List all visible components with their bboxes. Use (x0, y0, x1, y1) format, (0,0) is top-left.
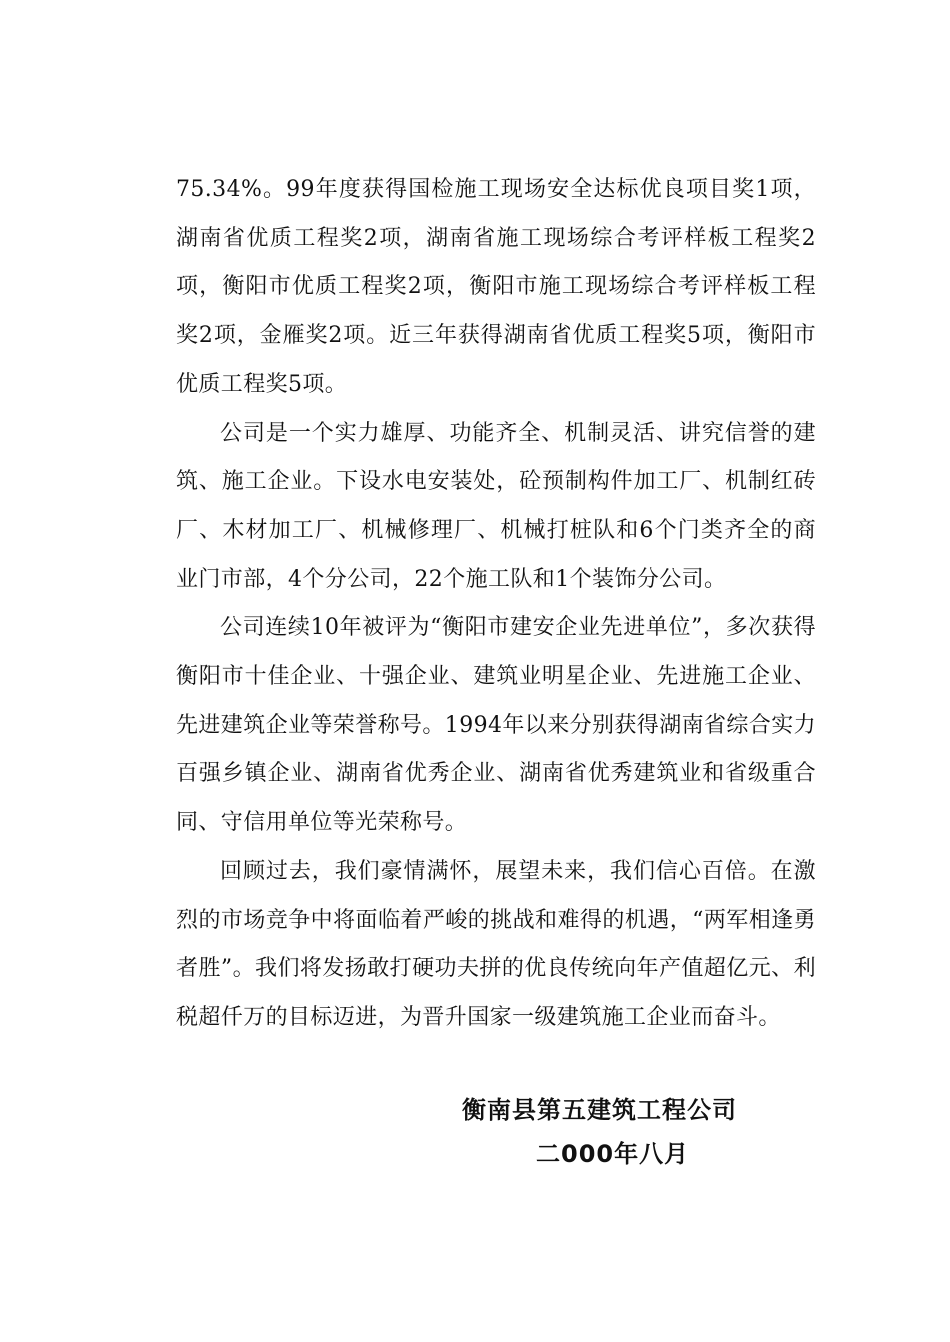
paragraph-awards: 75.34%。99年度获得国检施工现场安全达标优良项目奖1项，湖南省优质工程奖2项，湖南省施工现场综合考评样板工程奖2项，衡阳市优质工程奖2项，衡阳市施工现场综合考评样板工程奖2项，金雁奖2项。近三年获得湖南省优质工程奖5项，衡阳市优质工程奖5项。 (176, 177, 816, 397)
paragraph-outlook: 回顾过去，我们豪情满怀，展望未来，我们信心百倍。在激烈的市场竞争中将面临着严峻的挑战和难得的机遇，“两军相逢勇者胜”。我们将发扬敢打硬功夫拼的优良传统向年产值超亿元、利税超仟万的目标迈进，为晋升国家一级建筑施工企业而奋斗。 (176, 858, 816, 1030)
signature-company: 衡南县第五建筑工程公司 (462, 1096, 737, 1124)
paragraph-honors: 公司连续10年被评为“衡阳市建安企业先进单位”，多次获得衡阳市十佳企业、十强企业、建筑业明星企业、先进施工企业、先进建筑企业等荣誉称号。1994年以来分别获得湖南省综合实力百强乡镇企业、湖南省优秀企业、湖南省优秀建筑业和省级重合同、守信用单位等光荣称号。 (176, 615, 816, 836)
paragraph-company-structure: 公司是一个实力雄厚、功能齐全、机制灵活、讲究信誉的建筑、施工企业。下设水电安装处，砼预制构件加工厂、机制红砖厂、木材加工厂、机械修理厂、机械打桩队和6个门类齐全的商业门市部，4个分公司，22个施工队和1个装饰分公司。 (176, 420, 816, 592)
document-body (176, 166, 816, 1043)
signature-date: 二000年八月 (536, 1140, 690, 1168)
